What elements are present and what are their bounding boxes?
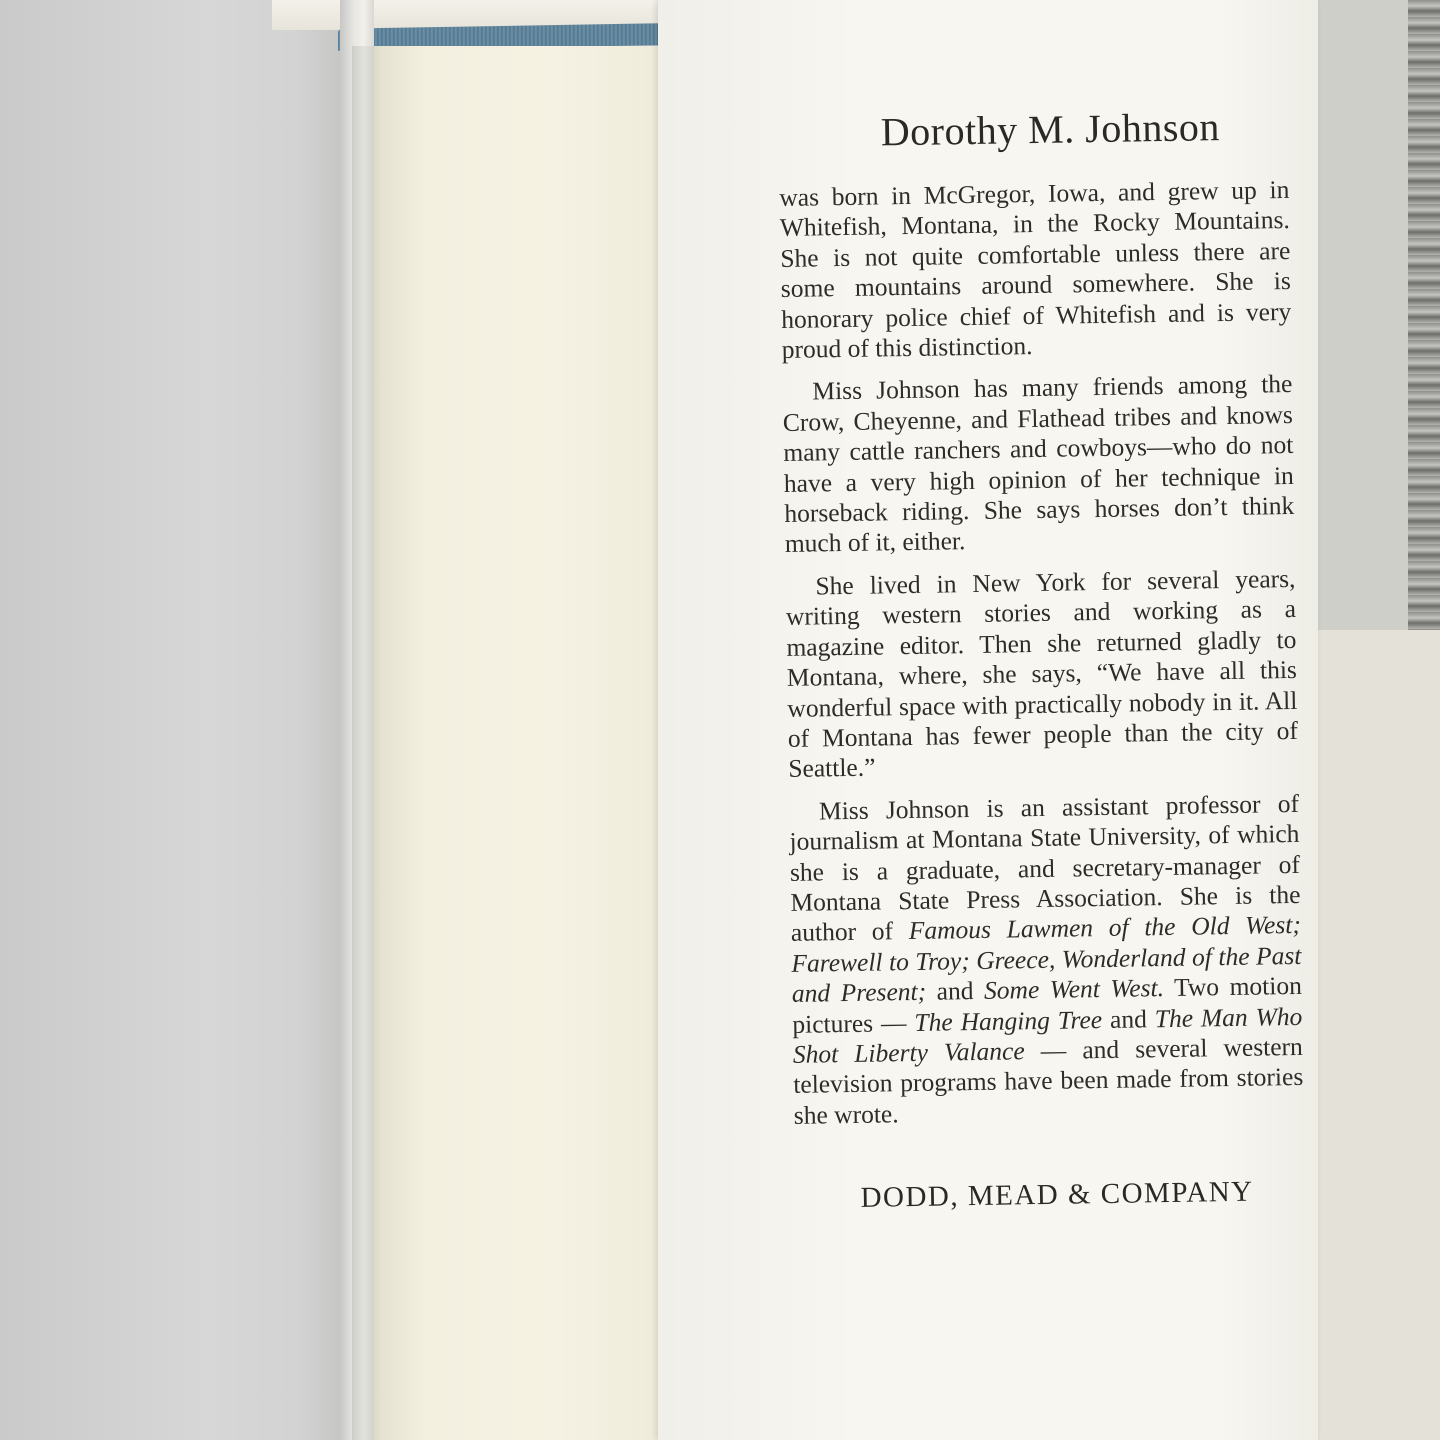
book-title: Greece, Wonderland of the Past and Present; <box>791 940 1302 1009</box>
bio-text: and <box>925 976 985 1006</box>
bio-paragraph: was born in McGregor, Iowa, and grew up in Whitefish, Montana, in the Rocky Mountains. She is not quite comfortable unless there are some mountains around somewhere. She is honorary police chief of Whitefish and is very proud of this distinction. <box>779 174 1292 364</box>
flap-text-block <box>778 102 1305 1216</box>
bio-paragraph: She lived in New York for several years, writing western stories and working as a magazine editor. Then she returned gladly to Montana, where, she says, “We have all this wonderful space with practically nobody in it. All of Montana has fewer people than the city of Seattle.” <box>785 563 1299 784</box>
gutter-shadow <box>352 46 382 1440</box>
inside-page <box>372 46 672 1440</box>
bio-text: Miss Johnson is an assistant professor of journalism at Montana State University, of which she is a graduate, and secretary-manager of Montana State Press Association. She is the author of <box>789 788 1301 948</box>
film-title: The Hanging Tree <box>914 1004 1103 1037</box>
background-right <box>1300 630 1440 1440</box>
bio-text: Two motion pictures — <box>792 971 1303 1039</box>
bio-text: — and several western television programs have been made from stories she wrote. <box>793 1031 1304 1130</box>
bio-paragraph: Miss Johnson has many friends among the Crow, Cheyenne, and Flathead tribes and knows many cattle ranchers and cowboys—who do not have a very high opinion of her technique in horseback riding. She says horses don’t think much of it, either. <box>782 369 1295 559</box>
author-name: Dorothy M. Johnson <box>880 104 1221 155</box>
author-photo-edge <box>1408 0 1440 630</box>
publisher-name: DODD, MEAD & COMPANY <box>860 1175 1254 1215</box>
jacket-flap <box>658 0 1318 1440</box>
book-title: Famous Lawmen of the Old West; <box>908 910 1302 946</box>
book-title: Farewell to Troy; <box>791 945 970 978</box>
book-title: Some Went West. <box>983 973 1165 1006</box>
film-title: The Man Who Shot Liberty Valance <box>792 1001 1303 1069</box>
bio-text: and <box>1101 1003 1155 1034</box>
endpaper-left <box>0 0 372 1440</box>
bio-paragraph <box>789 789 1304 1131</box>
